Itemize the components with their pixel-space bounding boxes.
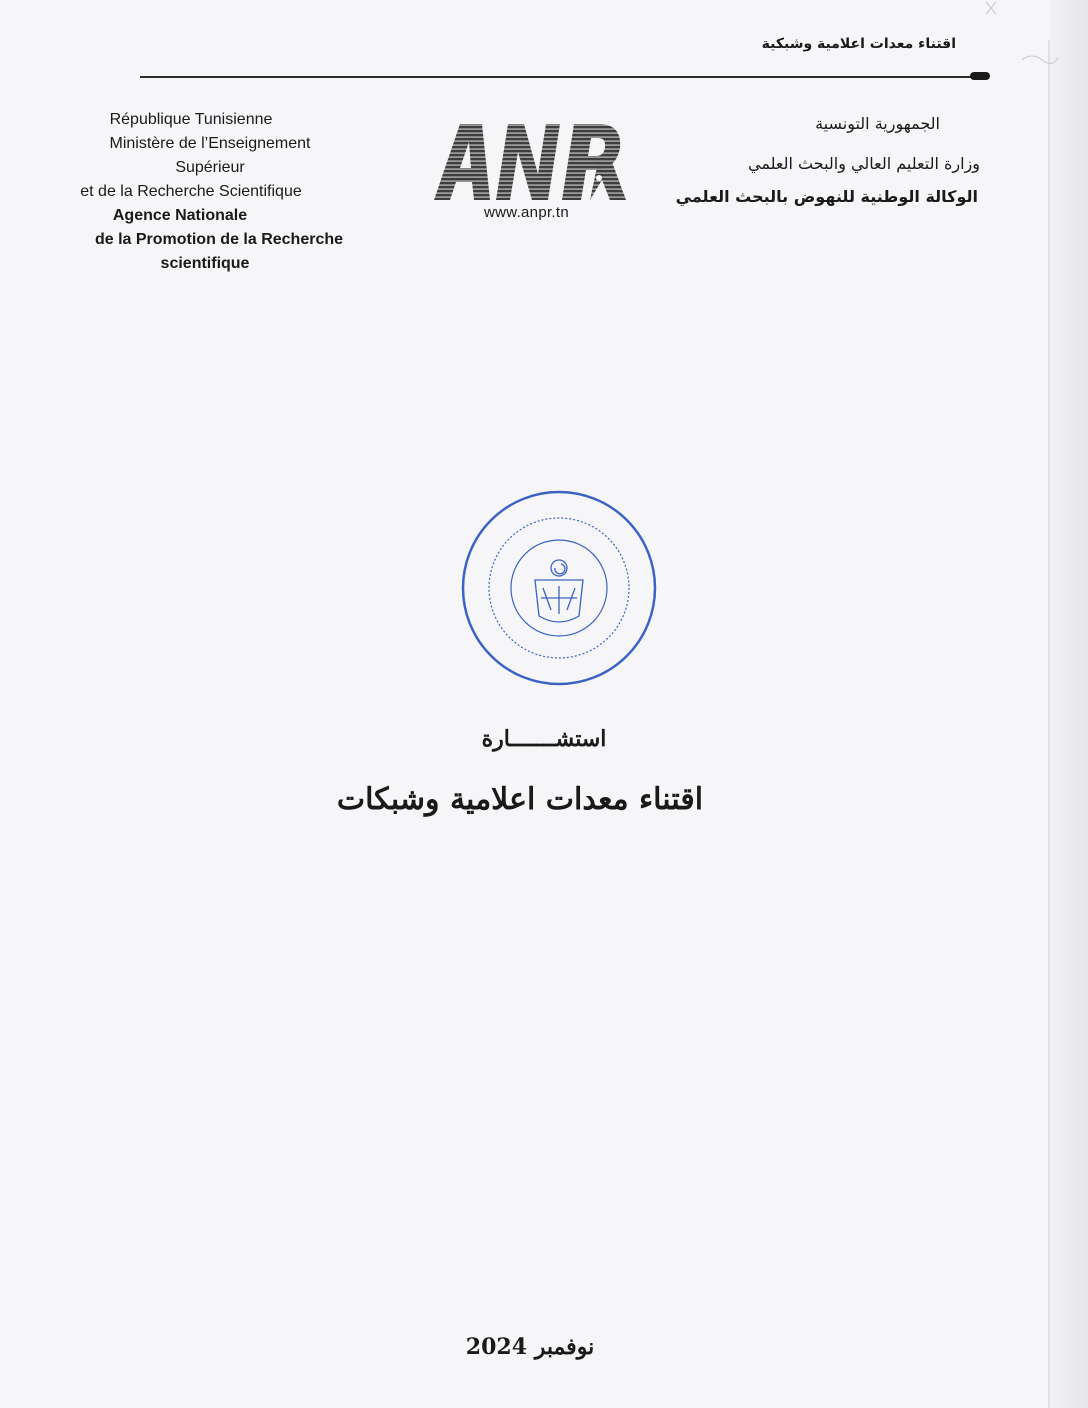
ar-ministry: وزارة التعليم العالي والبحث العلمي [748,154,980,173]
logo-url: www.anpr.tn [484,204,570,221]
institution-ar [668,104,988,210]
header-rule-end [970,72,990,80]
official-stamp [459,488,659,688]
scan-edge-shadow [1050,0,1088,1408]
document-date: نوفمبر 2024 [465,1334,595,1360]
fr-republic: République Tunisienne [109,111,273,128]
ar-agency: الوكالة الوطنية للنهوض بالبحث العلمي [675,187,978,206]
fr-agency-cont: de la Promotion de la Recherche [94,231,344,248]
fr-ministry-cont: Supérieur [175,159,245,176]
running-header-title: اقتناء معدات اعلامية وشبكية [761,36,956,52]
corner-mark [1020,50,1060,70]
document-type: استشـــــــارة [481,726,607,752]
scan-mark [982,0,1012,20]
fr-ministry-research: et de la Recherche Scientifique [80,183,302,200]
institution-fr [50,108,370,276]
anpr-logo [430,118,640,208]
fr-agency: Agence Nationale [112,207,248,224]
fr-agency-end: scientifique [160,255,250,272]
fr-ministry: Ministère de l’Enseignement [109,135,311,152]
header-rule [140,76,980,78]
page-edge-line [1048,40,1050,1408]
ar-republic: الجمهورية التونسية [815,114,940,133]
document-title: اقتناء معدات اعلامية وشبكات [336,782,704,817]
